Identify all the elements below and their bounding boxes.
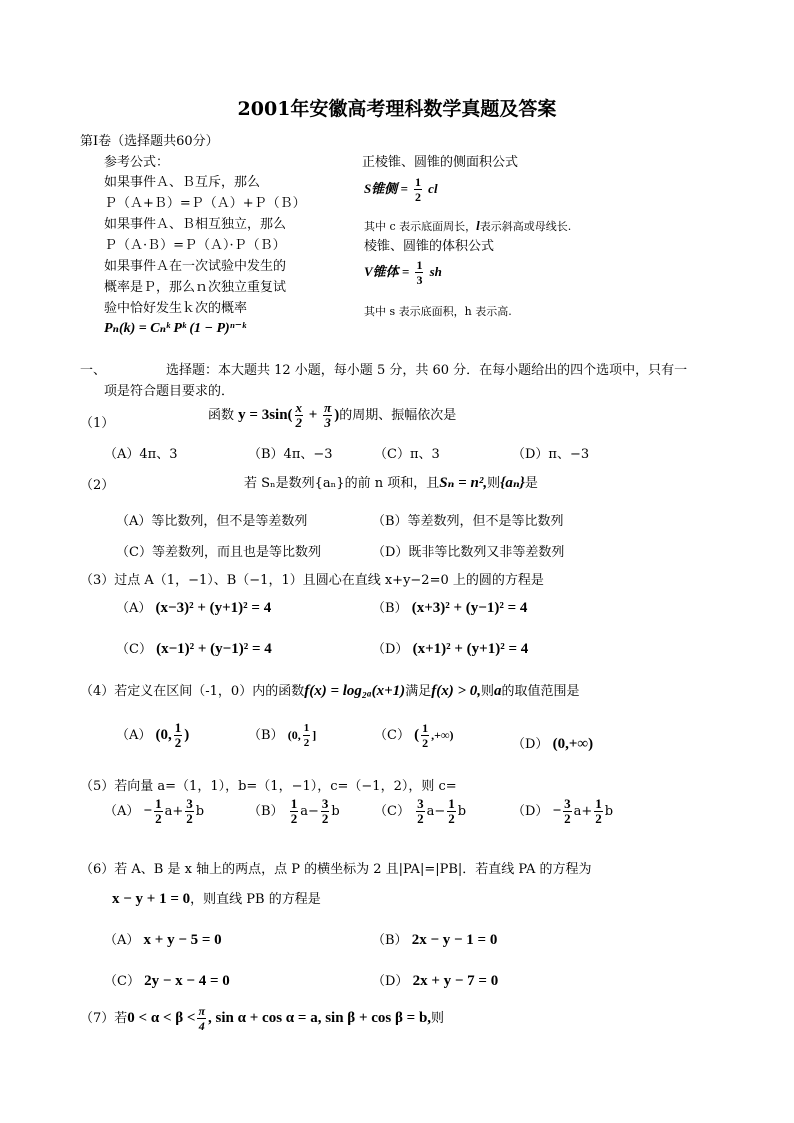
formula-line: 验中恰好发生ｋ次的概率: [104, 301, 248, 316]
option-b: （B） $\frac{1}{2}$ a− $\frac{3}{2}$ b: [248, 796, 340, 826]
option-a: （A） (0, $\frac{1}{2}$ ): [116, 720, 190, 750]
formula-note-lateral: 其中 c 表示底面周长，l表示斜高或母线长.: [364, 218, 572, 233]
question-stem-cont: x − y + 1 = 0，则直线 PB 的方程是: [112, 891, 321, 907]
part-number: 一、: [80, 363, 107, 378]
option-d: （D）既非等比数列又非等差数列: [372, 545, 565, 560]
formula-note-volume: 其中 s 表示底面积，h 表示高.: [364, 305, 512, 318]
part-instructions: 项是符合题目要求的．: [104, 384, 235, 399]
question-stem: 若 Sₙ是数列{aₙ}的前 n 项和，且Sₙ = n²,则{aₙ}是: [244, 475, 538, 491]
binomial-formula: Pₙ(k) = Cₙᵏ Pᵏ (1 − P)ⁿ⁻ᵏ: [104, 321, 246, 336]
option-d: （D） (x+1)² + (y+1)² = 4: [372, 641, 529, 657]
question-stem: （6）若 A、B 是 x 轴上的两点，点 P 的横坐标为 2 且|PA|=|PB|．若直线 PA 的方程为: [80, 862, 592, 877]
option-a: （A） x + y − 5 = 0: [104, 932, 222, 948]
option-d: （D） 2x + y − 7 = 0: [372, 973, 499, 989]
question-stem: （7）若0 < α < β < $\frac{\pi}{4}$ , sin α + cos α = a, sin β + cos β = b,则: [80, 1004, 445, 1033]
option-c: （C）π、3: [374, 447, 440, 462]
formula-line: 如果事件Ａ在一次试验中发生的: [104, 259, 287, 274]
option-a: （A）等比数列，但不是等差数列: [116, 514, 308, 529]
formula-ref-label: 参考公式：: [104, 155, 170, 170]
option-b: （B） (0, $\frac{1}{2}$ ]: [248, 722, 317, 749]
formula-line: 如果事件Ａ、Ｂ相互独立，那么: [104, 217, 287, 232]
option-c: （C） $\frac{3}{2}$ a− $\frac{1}{2}$ b: [374, 796, 467, 826]
question-stem: （4）若定义在区间（-1，0）内的函数f(x) = log₂ₐ(x+1)满足f(x) > 0,则a的取值范围是: [80, 683, 580, 699]
option-a: （A） (x−3)² + (y+1)² = 4: [116, 600, 272, 616]
formula-title-volume: 棱锥、圆锥的体积公式: [364, 239, 495, 254]
lateral-area-formula: S锥侧 = $\frac{1}{2}$ cl: [364, 175, 438, 204]
option-c: （C） (x−1)² + (y−1)² = 4: [116, 641, 272, 657]
formula-title-lateral-area: 正棱锥、圆锥的侧面积公式: [362, 155, 519, 170]
option-c: （C） ( $\frac{1}{2}$ ,+∞): [374, 721, 454, 750]
option-a: （A） − $\frac{1}{2}$ a+ $\frac{3}{2}$ b: [104, 796, 205, 826]
option-d: （D） − $\frac{3}{2}$ a+ $\frac{1}{2}$ b: [512, 796, 614, 826]
question-stem: （3）过点 A（1，−1）、B（−1，1）且圆心在直线 x+y−2=0 上的圆的方程是: [80, 573, 544, 588]
question-stem: （5）若向量 a=（1，1），b=（1，−1），c=（−1，2），则 c=: [80, 779, 457, 794]
option-c: （C） 2y − x − 4 = 0: [104, 973, 230, 989]
section-heading: 第Ⅰ卷（选择题共60分）: [80, 134, 219, 149]
formula-line: 概率是Ｐ，那么ｎ次独立重复试: [104, 280, 287, 295]
question-stem: 函数 y = 3sin( $\frac{x}{2}$ + $\frac{\pi}{3}$ )的周期、振幅依次是: [208, 400, 457, 430]
page-title: 2001年安徽高考理科数学真题及答案: [237, 98, 557, 120]
question-number: （2）: [80, 478, 115, 493]
question-number: （1）: [80, 416, 115, 431]
option-b: （B） 2x − y − 1 = 0: [372, 932, 498, 948]
formula-line: Ｐ（Ａ+Ｂ）=Ｐ（Ａ）+Ｐ（Ｂ）: [104, 196, 306, 211]
option-d: （D） (0,+∞): [512, 736, 594, 752]
option-a: （A）4π、3: [104, 447, 178, 462]
formula-line: 如果事件Ａ、Ｂ互斥，那么: [104, 175, 261, 190]
volume-formula: V锥体 = $\frac{1}{3}$ sh: [364, 258, 442, 287]
option-b: （B） (x+3)² + (y−1)² = 4: [372, 600, 528, 616]
option-d: （D）π、−3: [512, 447, 590, 462]
option-b: （B）4π、−3: [248, 447, 333, 462]
formula-line: Ｐ（Ａ·Ｂ）=Ｐ（Ａ）·Ｐ（Ｂ）: [104, 238, 286, 253]
option-c: （C）等差数列，而且也是等比数列: [116, 545, 321, 560]
part-instructions: 选择题：本大题共 12 小题，每小题 5 分，共 60 分．在每小题给出的四个选项中，只有一: [166, 363, 688, 378]
option-b: （B）等差数列，但不是等比数列: [372, 514, 564, 529]
